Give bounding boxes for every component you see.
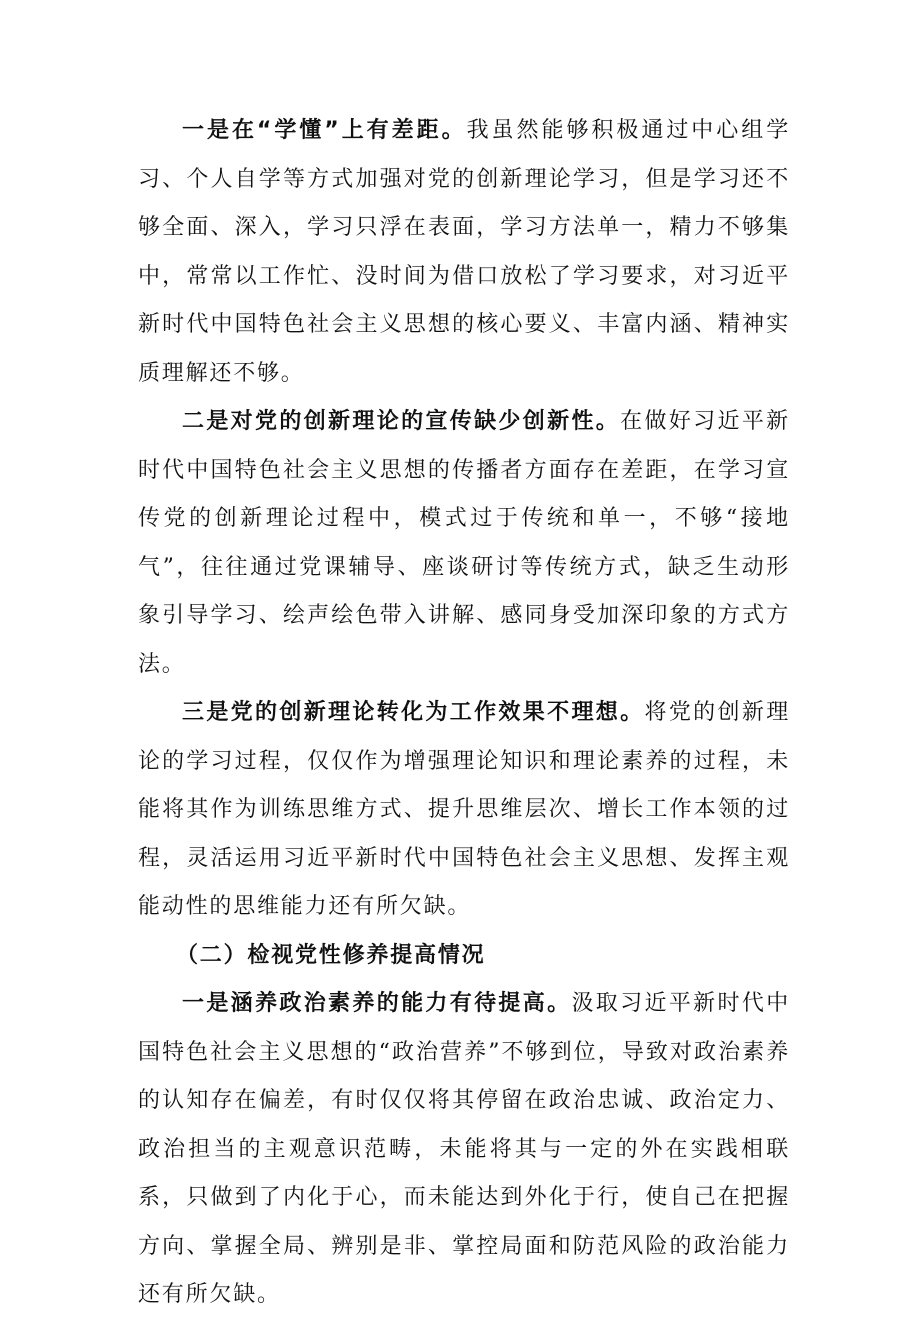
paragraph-1-body: 我虽然能够积极通过中心组学习、个人自学等方式加强对党的创新理论学习，但是学习还不够全面、深入，学习只浮在表面，学习方法单一，精力不够集中，常常以工作忙、没时间为借口放松了学习要求，对习近平新时代中国特色社会主义思想的核心要义、丰富内涵、精神实质理解还不够。 bbox=[138, 118, 790, 386]
paragraph-1-lead: 一是在“学懂”上有差距。 bbox=[182, 118, 467, 143]
paragraph-2-lead: 二是对党的创新理论的宣传缺少创新性。 bbox=[182, 409, 621, 434]
section-paragraph-1-lead: 一是涵养政治素养的能力有待提高。 bbox=[182, 991, 572, 1016]
paragraph-3-lead: 三是党的创新理论转化为工作效果不理想。 bbox=[182, 700, 645, 725]
section-paragraph-1-body: 汲取习近平新时代中国特色社会主义思想的“政治营养”不够到位，导致对政治素养的认知存在偏差，有时仅仅将其停留在政治忠诚、政治定力、政治担当的主观意识范畴，未能将其与一定的外在实践相联系，只做到了内化于心，而未能达到外化于行，使自己在把握方向、掌握全局、辨别是非、掌控局面和防范风险的政治能力还有所欠缺。 bbox=[138, 991, 790, 1307]
document-body bbox=[138, 107, 790, 1320]
paragraph-2-body: 在做好习近平新时代中国特色社会主义思想的传播者方面存在差距，在学习宣传党的创新理论过程中，模式过于传统和单一，不够“接地气”，往往通过党课辅导、座谈研讨等传统方式，缺乏生动形象引导学习、绘声绘色带入讲解、感同身受加深印象的方式方法。 bbox=[138, 409, 790, 677]
paragraph-1 bbox=[138, 107, 790, 398]
paragraph-3 bbox=[138, 689, 790, 932]
section-heading: （二）检视党性修养提高情况 bbox=[176, 942, 486, 968]
section-paragraph-1 bbox=[138, 980, 790, 1320]
paragraph-3-body: 将党的创新理论的学习过程，仅仅作为增强理论知识和理论素养的过程，未能将其作为训练思维方式、提升思维层次、增长工作本领的过程，灵活运用习近平新时代中国特色社会主义思想、发挥主观能动性的思维能力还有所欠缺。 bbox=[138, 700, 790, 919]
paragraph-2 bbox=[138, 398, 790, 689]
